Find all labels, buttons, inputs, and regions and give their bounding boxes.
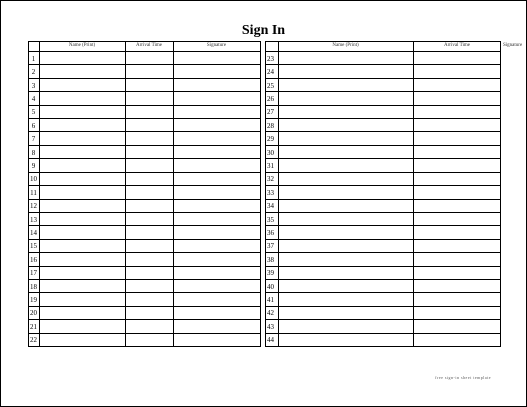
row-divider <box>29 252 260 253</box>
row-divider <box>266 199 500 200</box>
column-header: Signature <box>206 43 227 48</box>
row-divider <box>266 252 500 253</box>
row-number: 20 <box>30 309 37 318</box>
row-number: 27 <box>267 108 274 117</box>
row-number: 32 <box>267 175 274 184</box>
row-divider <box>29 78 260 79</box>
row-divider <box>266 239 500 240</box>
row-divider <box>29 225 260 226</box>
row-divider <box>29 105 260 106</box>
row-divider <box>29 306 260 307</box>
row-number: 23 <box>267 54 274 63</box>
row-divider <box>29 158 260 159</box>
row-number: 24 <box>267 68 274 77</box>
row-divider <box>29 292 260 293</box>
row-divider <box>29 319 260 320</box>
row-divider <box>266 212 500 213</box>
row-number: 17 <box>30 269 37 278</box>
header-divider <box>266 51 500 52</box>
row-number: 10 <box>30 175 37 184</box>
row-number: 26 <box>267 94 274 103</box>
row-divider <box>266 158 500 159</box>
row-number: 39 <box>267 269 274 278</box>
sign-in-table-left <box>28 41 261 347</box>
column-divider <box>173 42 174 346</box>
row-divider <box>266 91 500 92</box>
number-column-divider <box>39 42 40 346</box>
row-number: 31 <box>267 161 274 170</box>
row-number: 3 <box>31 81 36 90</box>
row-divider <box>29 185 260 186</box>
row-number: 43 <box>267 322 274 331</box>
row-divider <box>266 225 500 226</box>
column-header: Name (Print) <box>68 43 96 48</box>
sign-in-table-right <box>265 41 523 347</box>
row-number: 13 <box>30 215 37 224</box>
row-divider <box>266 292 500 293</box>
row-number: 25 <box>267 81 274 90</box>
row-divider <box>29 145 260 146</box>
row-number: 7 <box>31 135 36 144</box>
row-divider <box>266 118 500 119</box>
row-divider <box>29 266 260 267</box>
row-number: 37 <box>267 242 274 251</box>
row-number: 28 <box>267 121 274 130</box>
row-divider <box>29 199 260 200</box>
row-divider <box>29 172 260 173</box>
row-number: 1 <box>31 54 36 63</box>
row-number: 35 <box>267 215 274 224</box>
row-number: 12 <box>30 202 37 211</box>
row-divider <box>266 333 500 334</box>
column-divider <box>125 42 126 346</box>
row-number: 19 <box>30 296 37 305</box>
row-divider <box>29 279 260 280</box>
row-divider <box>29 91 260 92</box>
header-divider <box>29 51 260 52</box>
row-divider <box>29 118 260 119</box>
row-number: 4 <box>31 94 36 103</box>
row-divider <box>266 266 500 267</box>
row-number: 40 <box>267 282 274 291</box>
row-number: 15 <box>30 242 37 251</box>
row-number: 42 <box>267 309 274 318</box>
row-number: 6 <box>31 121 36 130</box>
row-divider <box>266 185 500 186</box>
row-number: 36 <box>267 229 274 238</box>
column-header: Arrival Time <box>136 43 162 48</box>
row-number: 21 <box>30 322 37 331</box>
row-divider <box>266 319 500 320</box>
row-divider <box>266 145 500 146</box>
row-number: 44 <box>267 336 274 345</box>
row-number: 33 <box>267 188 274 197</box>
row-number: 16 <box>30 255 37 264</box>
row-number: 22 <box>30 336 37 345</box>
row-divider <box>29 239 260 240</box>
column-header: Name (Print) <box>332 43 359 48</box>
row-divider <box>266 131 500 132</box>
row-number: 30 <box>267 148 274 157</box>
row-number: 34 <box>267 202 274 211</box>
row-number: 9 <box>31 161 36 170</box>
row-number: 8 <box>31 148 36 157</box>
row-number: 41 <box>267 296 274 305</box>
row-number: 11 <box>30 188 37 197</box>
row-divider <box>266 306 500 307</box>
row-divider <box>266 105 500 106</box>
column-divider <box>413 42 414 346</box>
row-divider <box>29 131 260 132</box>
row-number: 2 <box>31 68 36 77</box>
row-divider <box>266 279 500 280</box>
row-divider <box>29 333 260 334</box>
row-number: 18 <box>30 282 37 291</box>
row-number: 29 <box>267 135 274 144</box>
column-header: Signature <box>503 43 523 48</box>
row-divider <box>266 78 500 79</box>
footer-note: free sign-in sheet template <box>435 375 491 380</box>
column-header: Arrival Time <box>444 43 470 48</box>
row-divider <box>29 212 260 213</box>
row-number: 5 <box>31 108 36 117</box>
row-divider <box>29 64 260 65</box>
row-divider <box>266 64 500 65</box>
number-column-divider <box>278 42 279 346</box>
row-divider <box>266 172 500 173</box>
row-number: 14 <box>30 229 37 238</box>
page-title: Sign In <box>241 23 286 38</box>
row-number: 38 <box>267 255 274 264</box>
